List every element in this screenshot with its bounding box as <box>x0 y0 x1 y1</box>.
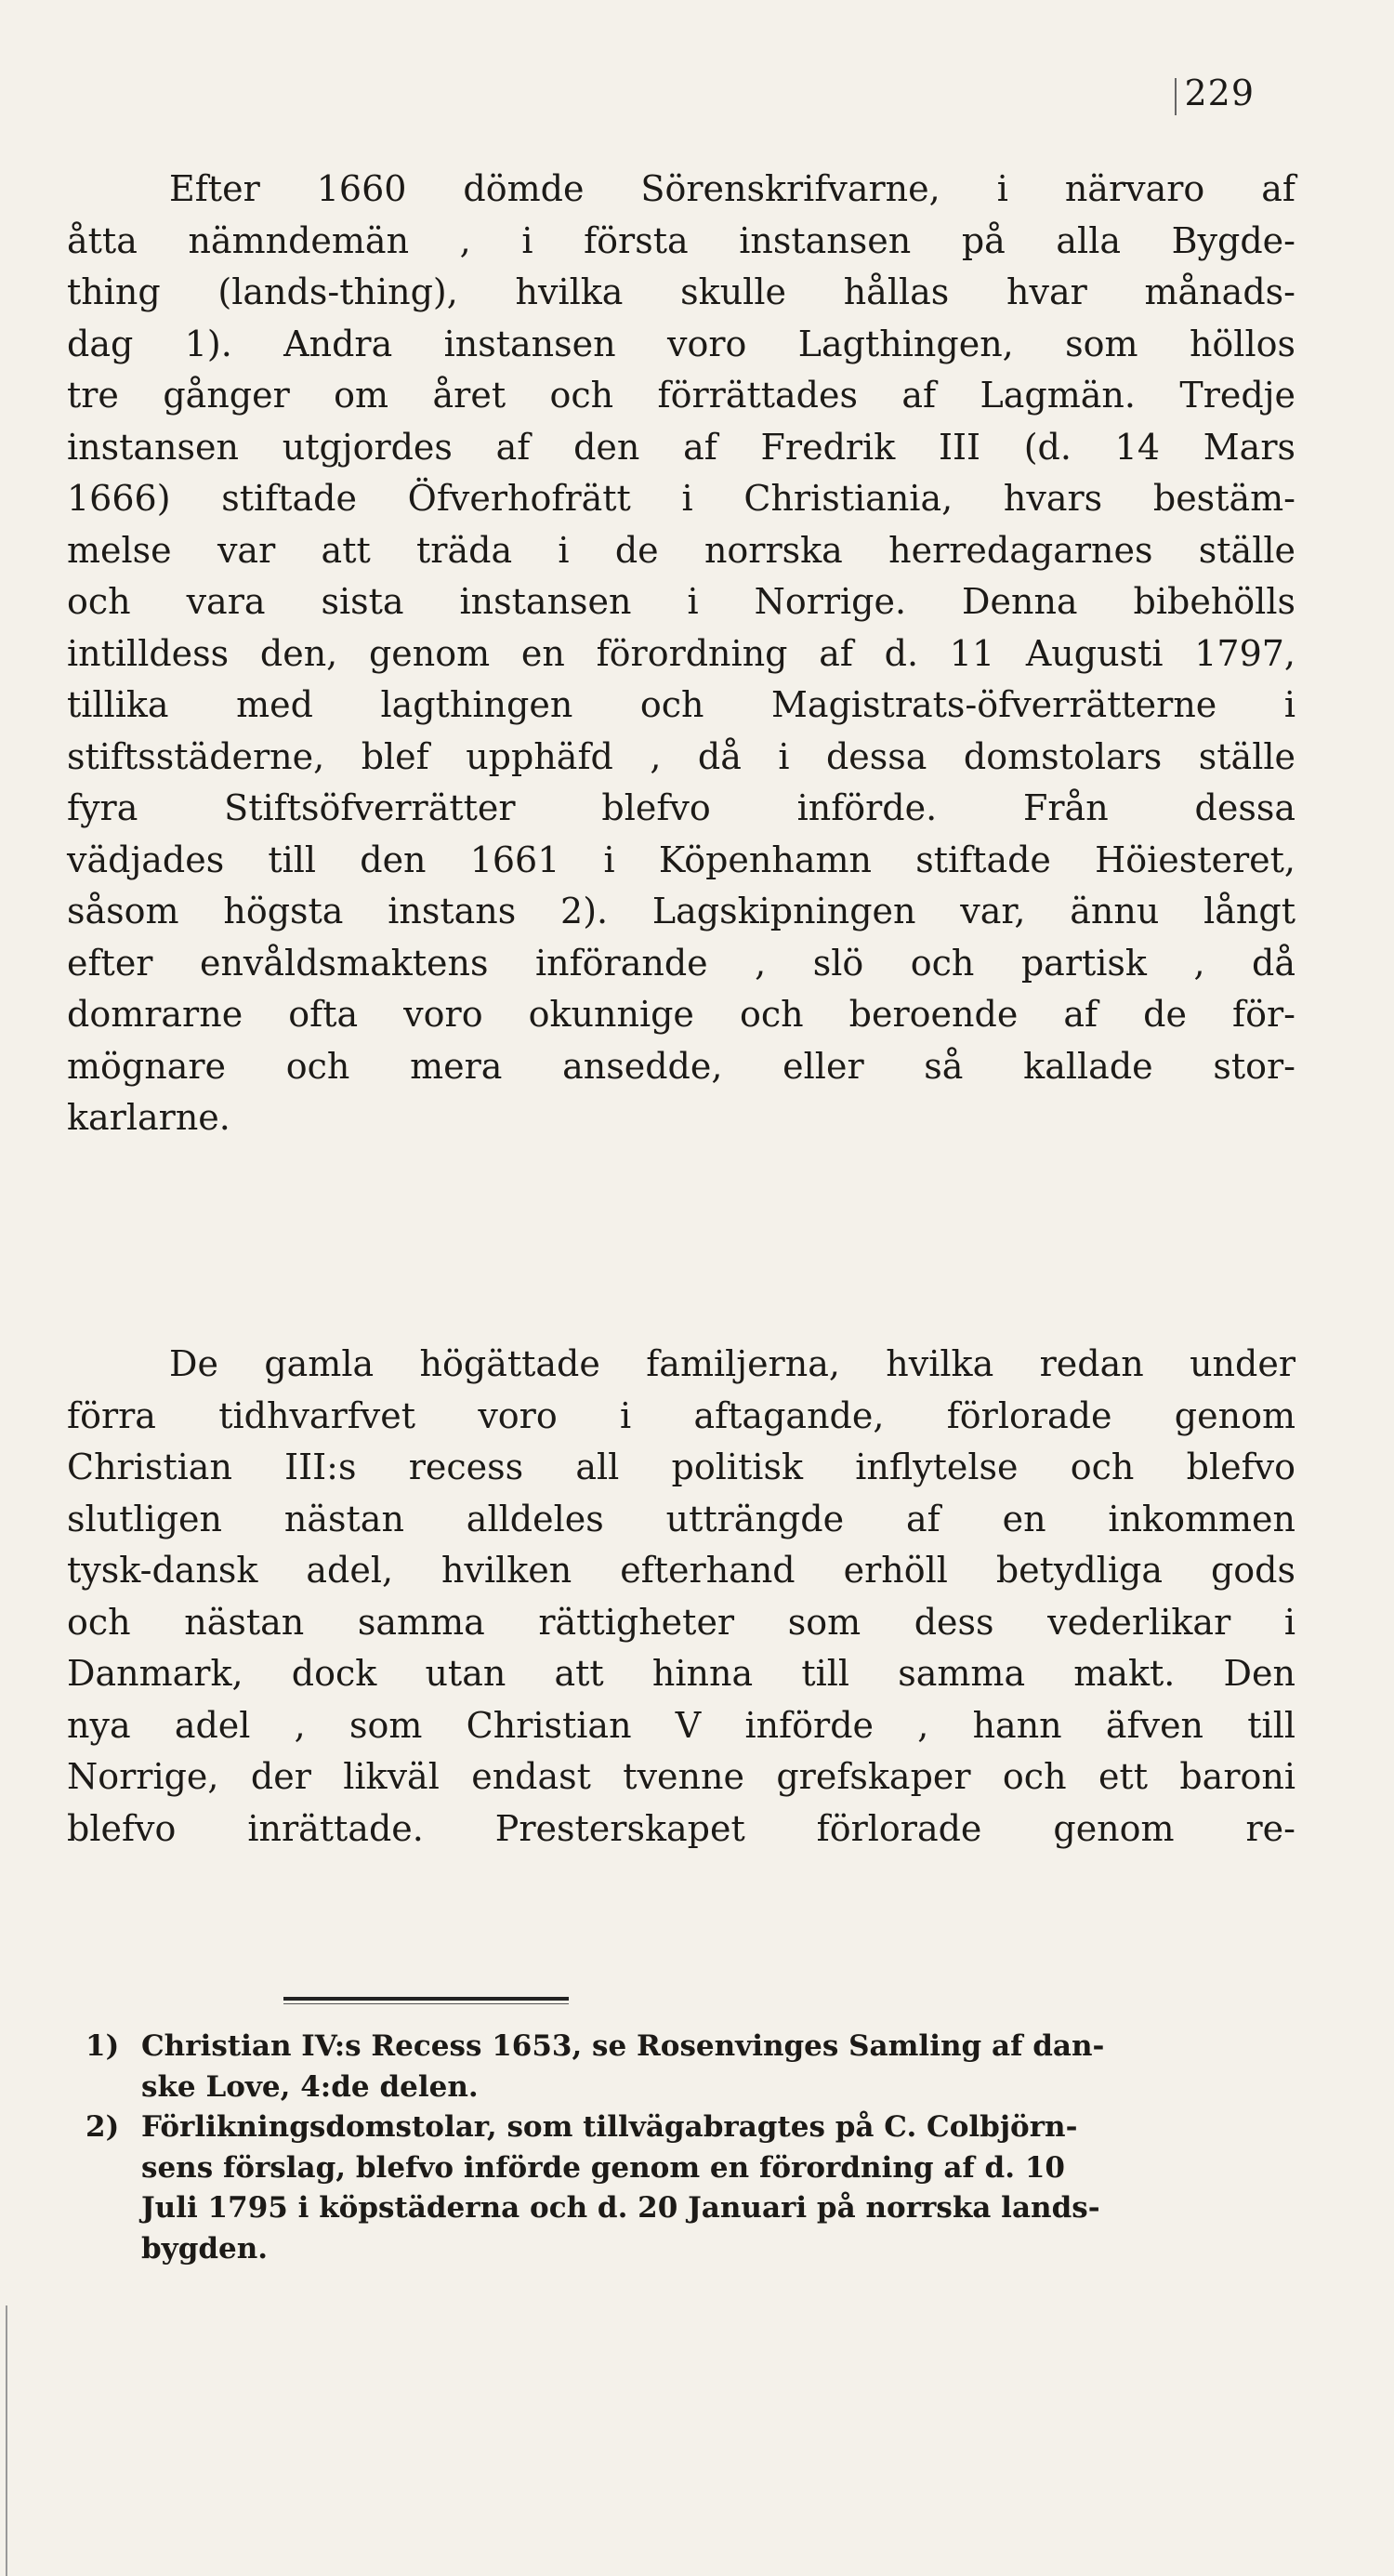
footnote-mark: 1) <box>85 2029 120 2063</box>
footnote-text: bygden. <box>141 2231 269 2266</box>
text-line: såsom högsta instans 2). Lagskipningen var, ännu långt <box>67 891 1295 931</box>
text-line: Norrige, der likväl endast tvenne grefskaper och ett baroni <box>67 1756 1295 1797</box>
text-line: De gamla högättade familjerna, hvilka redan under <box>169 1343 1295 1384</box>
footnote-1 <box>85 2027 1294 2107</box>
text-line: tillika med lagthingen och Magistrats-öfverrätterne i <box>67 684 1295 725</box>
text-line: och nästan samma rättigheter som dess vederlikar i <box>67 1601 1295 1643</box>
text-line: nya adel , som Christian V införde , hann äfven till <box>67 1704 1295 1746</box>
text-line: stiftsstäderne, blef upphäfd , då i dessa domstolars ställe <box>67 735 1295 777</box>
text-line: tysk-dansk adel, hvilken efterhand erhöll betydliga gods <box>67 1550 1295 1591</box>
text-line: instansen utgjordes af den af Fredrik III (d. 14 Mars <box>67 426 1295 468</box>
footnote-text: ske Love, 4:de delen. <box>141 2069 479 2104</box>
text-line: blefvo inrättade. Presterskapet förlorade genom re- <box>67 1807 1295 1849</box>
footnote-text: sens förslag, blefvo införde genom en förordning af d. 10 <box>141 2150 1065 2185</box>
text-line: vädjades till den 1661 i Köpenhamn stiftade Höiesteret, <box>67 839 1295 880</box>
footnote-text: Förlikningsdomstolar, som tillvägabragtes på C. Colbjörn- <box>141 2110 1078 2144</box>
text-line: intilldess den, genom en förordning af d. 11 Augusti 1797, <box>67 632 1295 674</box>
text-line: 1666) stiftade Öfverhofrätt i Christiania, hvars bestäm- <box>67 478 1295 519</box>
text-line: Danmark, dock utan att hinna till samma makt. Den <box>67 1653 1295 1694</box>
footnote-divider <box>283 1997 569 2001</box>
text-line: thing (lands-thing), hvilka skulle hållas hvar månads- <box>67 271 1295 312</box>
text-line: och vara sista instansen i Norrige. Denna bibehölls <box>67 581 1295 622</box>
text-line: melse var att träda i de norrska herredagarnes ställe <box>67 529 1295 571</box>
text-line: efter envåldsmaktens införande , slö och partisk , då <box>67 942 1295 984</box>
text-line: Efter 1660 dömde Sörenskrifvarne, i närvaro af <box>169 168 1295 209</box>
paragraph-2 <box>67 1339 1295 1855</box>
page-number: 229 <box>1184 73 1255 113</box>
text-line: förra tidhvarfvet voro i aftagande, förlorade genom <box>67 1394 1295 1436</box>
text-line: tre gånger om året och förrättades af Lagmän. Tredje <box>67 375 1295 416</box>
page-edge-line <box>6 2305 7 2576</box>
text-line: Christian III:s recess all politisk inflytelse och blefvo <box>67 1447 1295 1487</box>
footnotes <box>85 2027 1294 2269</box>
footnote-text: Christian IV:s Recess 1653, se Rosenvinges Samling af dan- <box>141 2029 1105 2063</box>
text-line: dag 1). Andra instansen voro Lagthingen, som höllos <box>67 323 1295 364</box>
text-line: åtta nämndemän , i första instansen på alla Bygde- <box>67 219 1295 261</box>
paragraph-1 <box>67 164 1295 1144</box>
text-line: mögnare och mera ansedde, eller så kallade stor- <box>67 1045 1295 1087</box>
footnote-mark: 2) <box>85 2110 120 2144</box>
text-line: karlarne. <box>67 1097 230 1138</box>
text-line: fyra Stiftsöfverrätter blefvo införde. Från dessa <box>67 787 1295 828</box>
text-line: domrarne ofta voro okunnige och beroende af de för- <box>67 994 1295 1035</box>
footnote-text: Juli 1795 i köpstäderna och d. 20 Januari på norrska lands- <box>141 2191 1100 2225</box>
text-line: slutligen nästan alldeles utträngde af en inkommen <box>67 1498 1295 1539</box>
footnote-2 <box>85 2107 1294 2269</box>
